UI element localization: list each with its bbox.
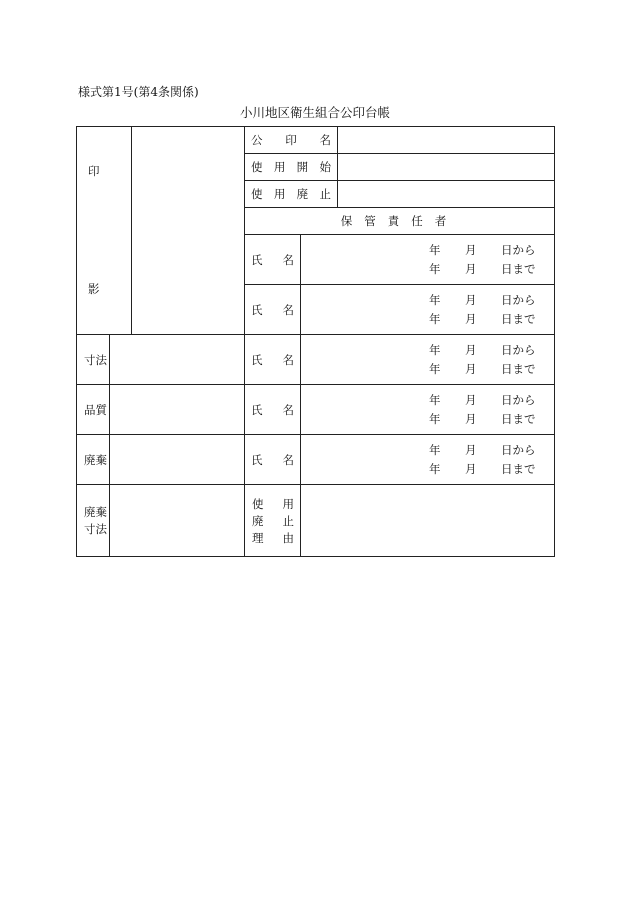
form-title: 小川地区衛生組合公印台帳 (239, 105, 390, 120)
material-label: 品 質 (77, 385, 110, 435)
use-abolish-label: 使 用 廃 止 (245, 181, 338, 208)
material-row (77, 385, 555, 410)
impression-label-cell (77, 127, 132, 335)
period-until-line: 年 月 日まで (429, 262, 536, 276)
seal-name-label: 公 印 名 (245, 127, 338, 154)
custodian-period-1[interactable] (301, 235, 555, 285)
name-label: 氏 名 (245, 435, 301, 485)
impression-area[interactable] (132, 127, 245, 335)
disposal-dimensions-field[interactable] (110, 485, 245, 557)
disposal-dimensions-label: 廃 棄 寸 法 (77, 485, 110, 557)
use-start-field[interactable] (338, 154, 555, 181)
custodian-period-5[interactable] (301, 435, 555, 485)
dimensions-row (77, 335, 555, 360)
dimensions-label: 寸 法 (77, 335, 110, 385)
seal-ledger-table (76, 126, 555, 557)
period-from-line: 年 月 日から (429, 343, 536, 357)
period-until-line: 年 月 日まで (429, 362, 536, 376)
custodian-period-2[interactable] (301, 285, 555, 335)
form-number: 様式第1号(第4条関係) (78, 85, 199, 99)
seal-name-row (77, 127, 555, 154)
name-label: 氏 名 (245, 235, 301, 285)
period-until-line: 年 月 日まで (429, 312, 536, 326)
period-from-line: 年 月 日から (429, 243, 536, 257)
use-start-label: 使 用 開 始 (245, 154, 338, 181)
period-from-line: 年 月 日から (429, 393, 536, 407)
name-label: 氏 名 (245, 385, 301, 435)
period-from-line: 年 月 日から (429, 293, 536, 307)
impression-label-top: 印 (88, 164, 100, 178)
name-label: 氏 名 (245, 335, 301, 385)
use-abolish-field[interactable] (338, 181, 555, 208)
abolish-reason-field[interactable] (301, 485, 555, 557)
custodian-label: 保管責任者 (245, 208, 555, 235)
dimensions-field[interactable] (110, 335, 245, 385)
impression-label-bottom: 影 (88, 282, 100, 296)
seal-name-field[interactable] (338, 127, 555, 154)
disposal-reason-row (77, 485, 555, 557)
period-until-line: 年 月 日まで (429, 412, 536, 426)
name-label: 氏 名 (245, 285, 301, 335)
custodian-period-4[interactable] (301, 385, 555, 435)
period-from-line: 年 月 日から (429, 443, 536, 457)
material-field[interactable] (110, 385, 245, 435)
abolish-reason-label: 使 用 廃 止 理 由 (245, 485, 301, 557)
period-until-line: 年 月 日まで (429, 462, 536, 476)
disposal-label: 廃 棄 (77, 435, 110, 485)
custodian-period-3[interactable] (301, 335, 555, 385)
disposal-row (77, 435, 555, 460)
disposal-field[interactable] (110, 435, 245, 485)
